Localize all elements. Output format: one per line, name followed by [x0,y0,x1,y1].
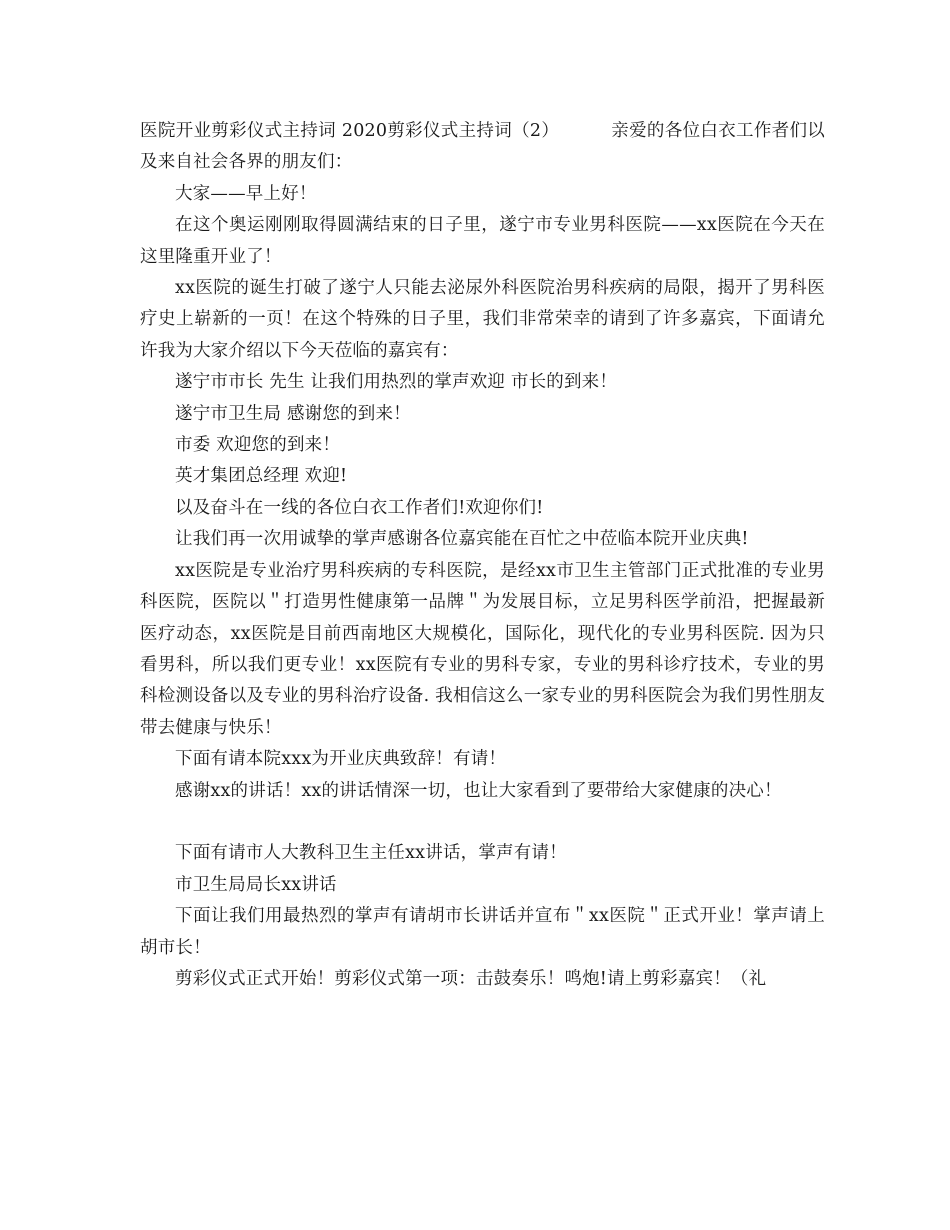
paragraph-bureau-chief: 市卫生局局长xx讲话 [175,874,337,895]
paragraph-guest-committee: 市委 欢迎您的到来！ [175,435,341,456]
paragraph-hospital-significance: xx医院的诞生打破了遂宁人只能去泌尿外科医院治男科疾病的局限，揭开了男科医疗史上崭新的一页！在这个特殊的日子里，我们非常荣幸的请到了许多嘉宾，下面请允许我为大家介绍以下今天莅临的嘉宾有： [140,278,825,361]
paragraph-invite-mayor-hu: 下面让我们用最热烈的掌声有请胡市长讲话并宣布＂xx医院＂正式开业！掌声请上胡市长！ [140,906,825,958]
paragraph-thanks-speech: 感谢xx的讲话！xx的讲话情深一切，也让大家看到了要带给大家健康的决心！ [175,780,782,801]
paragraph-invite-speech: 下面有请本院xxx为开业庆典致辞！有请！ [175,749,507,770]
paragraph-guest-health-bureau: 遂宁市卫生局 感谢您的到来！ [175,403,411,424]
document-title: 医院开业剪彩仪式主持词 2020剪彩仪式主持词（2） [140,121,560,141]
opening-salutation: 亲爱的各位白衣工作者们以及来自社会各界的朋友们： [140,121,825,173]
paragraph-ribbon-cutting: 剪彩仪式正式开始！剪彩仪式第一项：击鼓奏乐！鸣炮!请上剪彩嘉宾！（礼 [175,968,767,989]
paragraph-hospital-intro: xx医院是专业治疗男科疾病的专科医院，是经xx市卫生主管部门正式批准的专业男科医院，医院以＂打造男性健康第一品牌＂为发展目标，立足男科医学前沿，把握最新医疗动态，xx医院是目前西南地区大规模化，国际化，现代化的专业男科医院. 因为只看男科，所以我们更专业！xx医院有专业的男科专家，专业的男科诊疗技术，专业的男科检测设备以及专业的男科治疗设备. 我相信这么一家专业的男科医院会为我们男性朋友带去健康与快乐！ [140,560,825,738]
paragraph-invite-director: 下面有请市人大教科卫生主任xx讲话，掌声有请！ [175,843,567,864]
paragraph-thanks-guests: 让我们再一次用诚挚的掌声感谢各位嘉宾能在百忙之中莅临本院开业庆典! [175,529,749,550]
document-body [140,116,825,995]
paragraph-guest-yingcai: 英才集团总经理 欢迎! [175,466,348,487]
paragraph-guest-mayor: 遂宁市市长 先生 让我们用热烈的掌声欢迎 市长的到来！ [175,372,618,393]
paragraph-greeting: 大家——早上好！ [175,183,317,204]
paragraph-guest-workers: 以及奋斗在一线的各位白衣工作者们!欢迎你们! [175,497,544,518]
paragraph-opening-announcement: 在这个奥运刚刚取得圆满结束的日子里，遂宁市专业男科医院——xx医院在今天在这里隆重开业了！ [140,215,825,267]
blank-line [140,807,825,838]
title-opening-line [140,116,825,179]
